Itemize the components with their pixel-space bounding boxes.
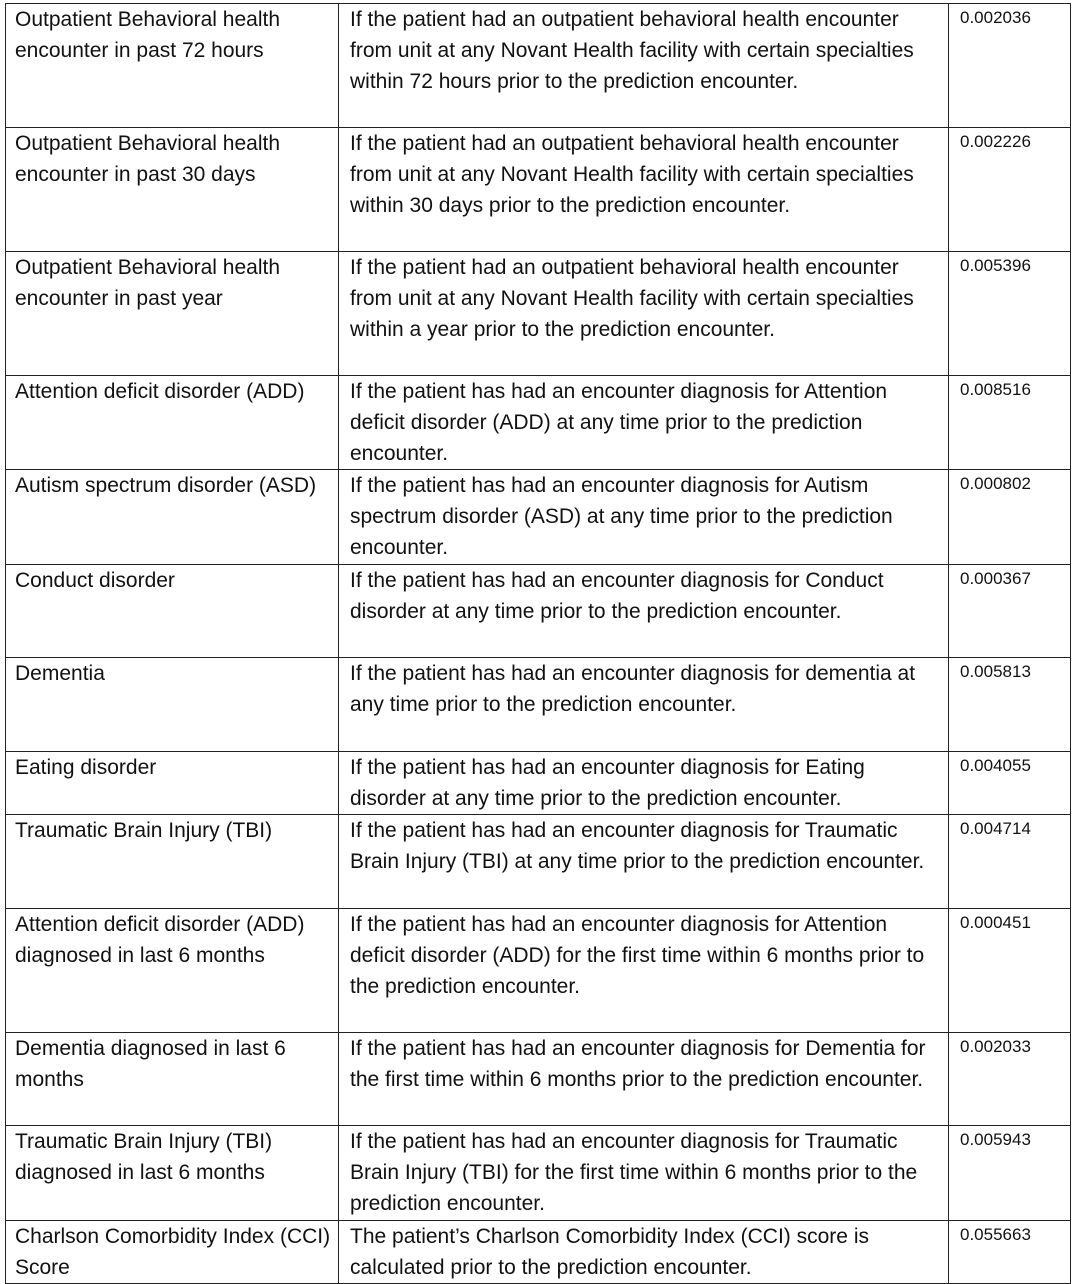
table-row	[6, 657, 1071, 751]
feature-description-cell	[339, 128, 949, 252]
feature-description: If the patient had an outpatient behavioral health encounter from unit at any Novant Health facility with certain specialties within a year prior to the prediction encounter.	[350, 256, 914, 341]
feature-name-cell	[6, 252, 339, 376]
feature-description: If the patient had an outpatient behavioral health encounter from unit at any Novant Health facility with certain specialties within 30 days prior to the prediction encounter.	[350, 132, 914, 217]
feature-name: Traumatic Brain Injury (TBI) diagnosed in last 6 months	[15, 1130, 273, 1185]
feature-name: Attention deficit disorder (ADD)	[15, 380, 305, 403]
table-row	[6, 1220, 1071, 1284]
table-row	[6, 470, 1071, 564]
feature-description-cell	[339, 252, 949, 376]
feature-name: Autism spectrum disorder (ASD)	[15, 474, 317, 498]
feature-name-cell	[6, 1033, 339, 1126]
feature-table	[5, 3, 1071, 1284]
feature-value-cell	[949, 815, 1071, 909]
feature-value-cell	[949, 4, 1071, 128]
feature-value: 0.005813	[960, 661, 1031, 681]
feature-name-cell	[6, 657, 339, 751]
feature-description: If the patient has had an encounter diagnosis for Attention deficit disorder (ADD) for the first time within 6 months prior to the prediction encounter.	[350, 913, 925, 998]
feature-name: Traumatic Brain Injury (TBI)	[15, 819, 273, 843]
feature-value-cell	[949, 470, 1071, 564]
feature-description-cell	[339, 376, 949, 470]
feature-name: Dementia	[15, 661, 105, 685]
feature-description-cell	[339, 1220, 949, 1284]
feature-value: 0.000451	[960, 913, 1031, 933]
table-row	[6, 4, 1071, 128]
feature-value: 0.002033	[960, 1037, 1031, 1057]
table-row	[6, 1126, 1071, 1220]
table-row	[6, 128, 1071, 252]
feature-description-cell	[339, 470, 949, 564]
feature-name: Outpatient Behavioral health encounter in past 30 days	[15, 132, 281, 186]
feature-value-cell	[949, 751, 1071, 815]
feature-value: 0.004714	[960, 819, 1031, 839]
feature-value: 0.008516	[960, 380, 1031, 399]
feature-name-cell	[6, 751, 339, 815]
feature-value-cell	[949, 252, 1071, 376]
feature-description-cell	[339, 1126, 949, 1220]
table-row	[6, 376, 1071, 470]
feature-value: 0.055663	[960, 1224, 1031, 1244]
feature-value-cell	[949, 909, 1071, 1033]
feature-description-cell	[339, 1033, 949, 1126]
feature-value: 0.000802	[960, 474, 1031, 494]
table-row	[6, 252, 1071, 376]
feature-description-cell	[339, 657, 949, 751]
feature-name-cell	[6, 1220, 339, 1284]
feature-value-cell	[949, 564, 1071, 657]
feature-name-cell	[6, 815, 339, 909]
feature-value-cell	[949, 1033, 1071, 1126]
feature-value-cell	[949, 128, 1071, 252]
feature-name-cell	[6, 4, 339, 128]
feature-description: If the patient had an outpatient behavioral health encounter from unit at any Novant Health facility with certain specialties within 72 hours prior to the prediction encounter.	[350, 8, 914, 93]
feature-description-cell	[339, 564, 949, 657]
feature-description: If the patient has had an encounter diagnosis for Attention deficit disorder (ADD) at any time prior to the prediction encounter.	[350, 380, 888, 465]
feature-description-cell	[339, 751, 949, 815]
feature-name: Conduct disorder	[15, 568, 175, 592]
table-row	[6, 751, 1071, 815]
table-row	[6, 909, 1071, 1033]
feature-description-cell	[339, 815, 949, 909]
feature-name-cell	[6, 470, 339, 564]
feature-value: 0.005396	[960, 256, 1031, 275]
feature-value: 0.002226	[960, 132, 1031, 151]
feature-name: Dementia diagnosed in last 6 months	[15, 1037, 286, 1092]
feature-description-cell	[339, 4, 949, 128]
feature-name: Charlson Comorbidity Index (CCI) Score	[15, 1224, 331, 1279]
feature-description: If the patient has had an encounter diagnosis for Traumatic Brain Injury (TBI) for the first time within 6 months prior to the prediction encounter.	[350, 1130, 918, 1215]
feature-name-cell	[6, 1126, 339, 1220]
feature-name: Outpatient Behavioral health encounter in past 72 hours	[15, 8, 281, 62]
feature-name: Eating disorder	[15, 755, 157, 779]
feature-value-cell	[949, 1126, 1071, 1220]
table-row	[6, 1033, 1071, 1126]
feature-name-cell	[6, 128, 339, 252]
feature-description: If the patient has had an encounter diagnosis for dementia at any time prior to the prediction encounter.	[350, 661, 916, 716]
feature-value: 0.005943	[960, 1130, 1031, 1150]
feature-name: Outpatient Behavioral health encounter in past year	[15, 256, 281, 310]
feature-value: 0.002036	[960, 8, 1031, 27]
feature-description: If the patient has had an encounter diagnosis for Conduct disorder at any time prior to the prediction encounter.	[350, 568, 884, 623]
feature-value-cell	[949, 376, 1071, 470]
feature-description: If the patient has had an encounter diagnosis for Dementia for the first time within 6 months prior to the prediction encounter.	[350, 1037, 926, 1092]
feature-value: 0.004055	[960, 755, 1031, 775]
feature-name-cell	[6, 909, 339, 1033]
feature-value: 0.000367	[960, 568, 1031, 588]
feature-name-cell	[6, 376, 339, 470]
feature-description-cell	[339, 909, 949, 1033]
feature-description: The patient’s Charlson Comorbidity Index (CCI) score is calculated prior to the prediction encounter.	[350, 1224, 869, 1279]
feature-description: If the patient has had an encounter diagnosis for Eating disorder at any time prior to the prediction encounter.	[350, 755, 865, 810]
table-row	[6, 815, 1071, 909]
feature-value-cell	[949, 1220, 1071, 1284]
feature-name-cell	[6, 564, 339, 657]
feature-description: If the patient has had an encounter diagnosis for Autism spectrum disorder (ASD) at any time prior to the prediction encounter.	[350, 474, 893, 559]
feature-name: Attention deficit disorder (ADD) diagnosed in last 6 months	[15, 913, 305, 968]
feature-value-cell	[949, 657, 1071, 751]
table-row	[6, 564, 1071, 657]
feature-description: If the patient has had an encounter diagnosis for Traumatic Brain Injury (TBI) at any time prior to the prediction encounter.	[350, 819, 925, 874]
